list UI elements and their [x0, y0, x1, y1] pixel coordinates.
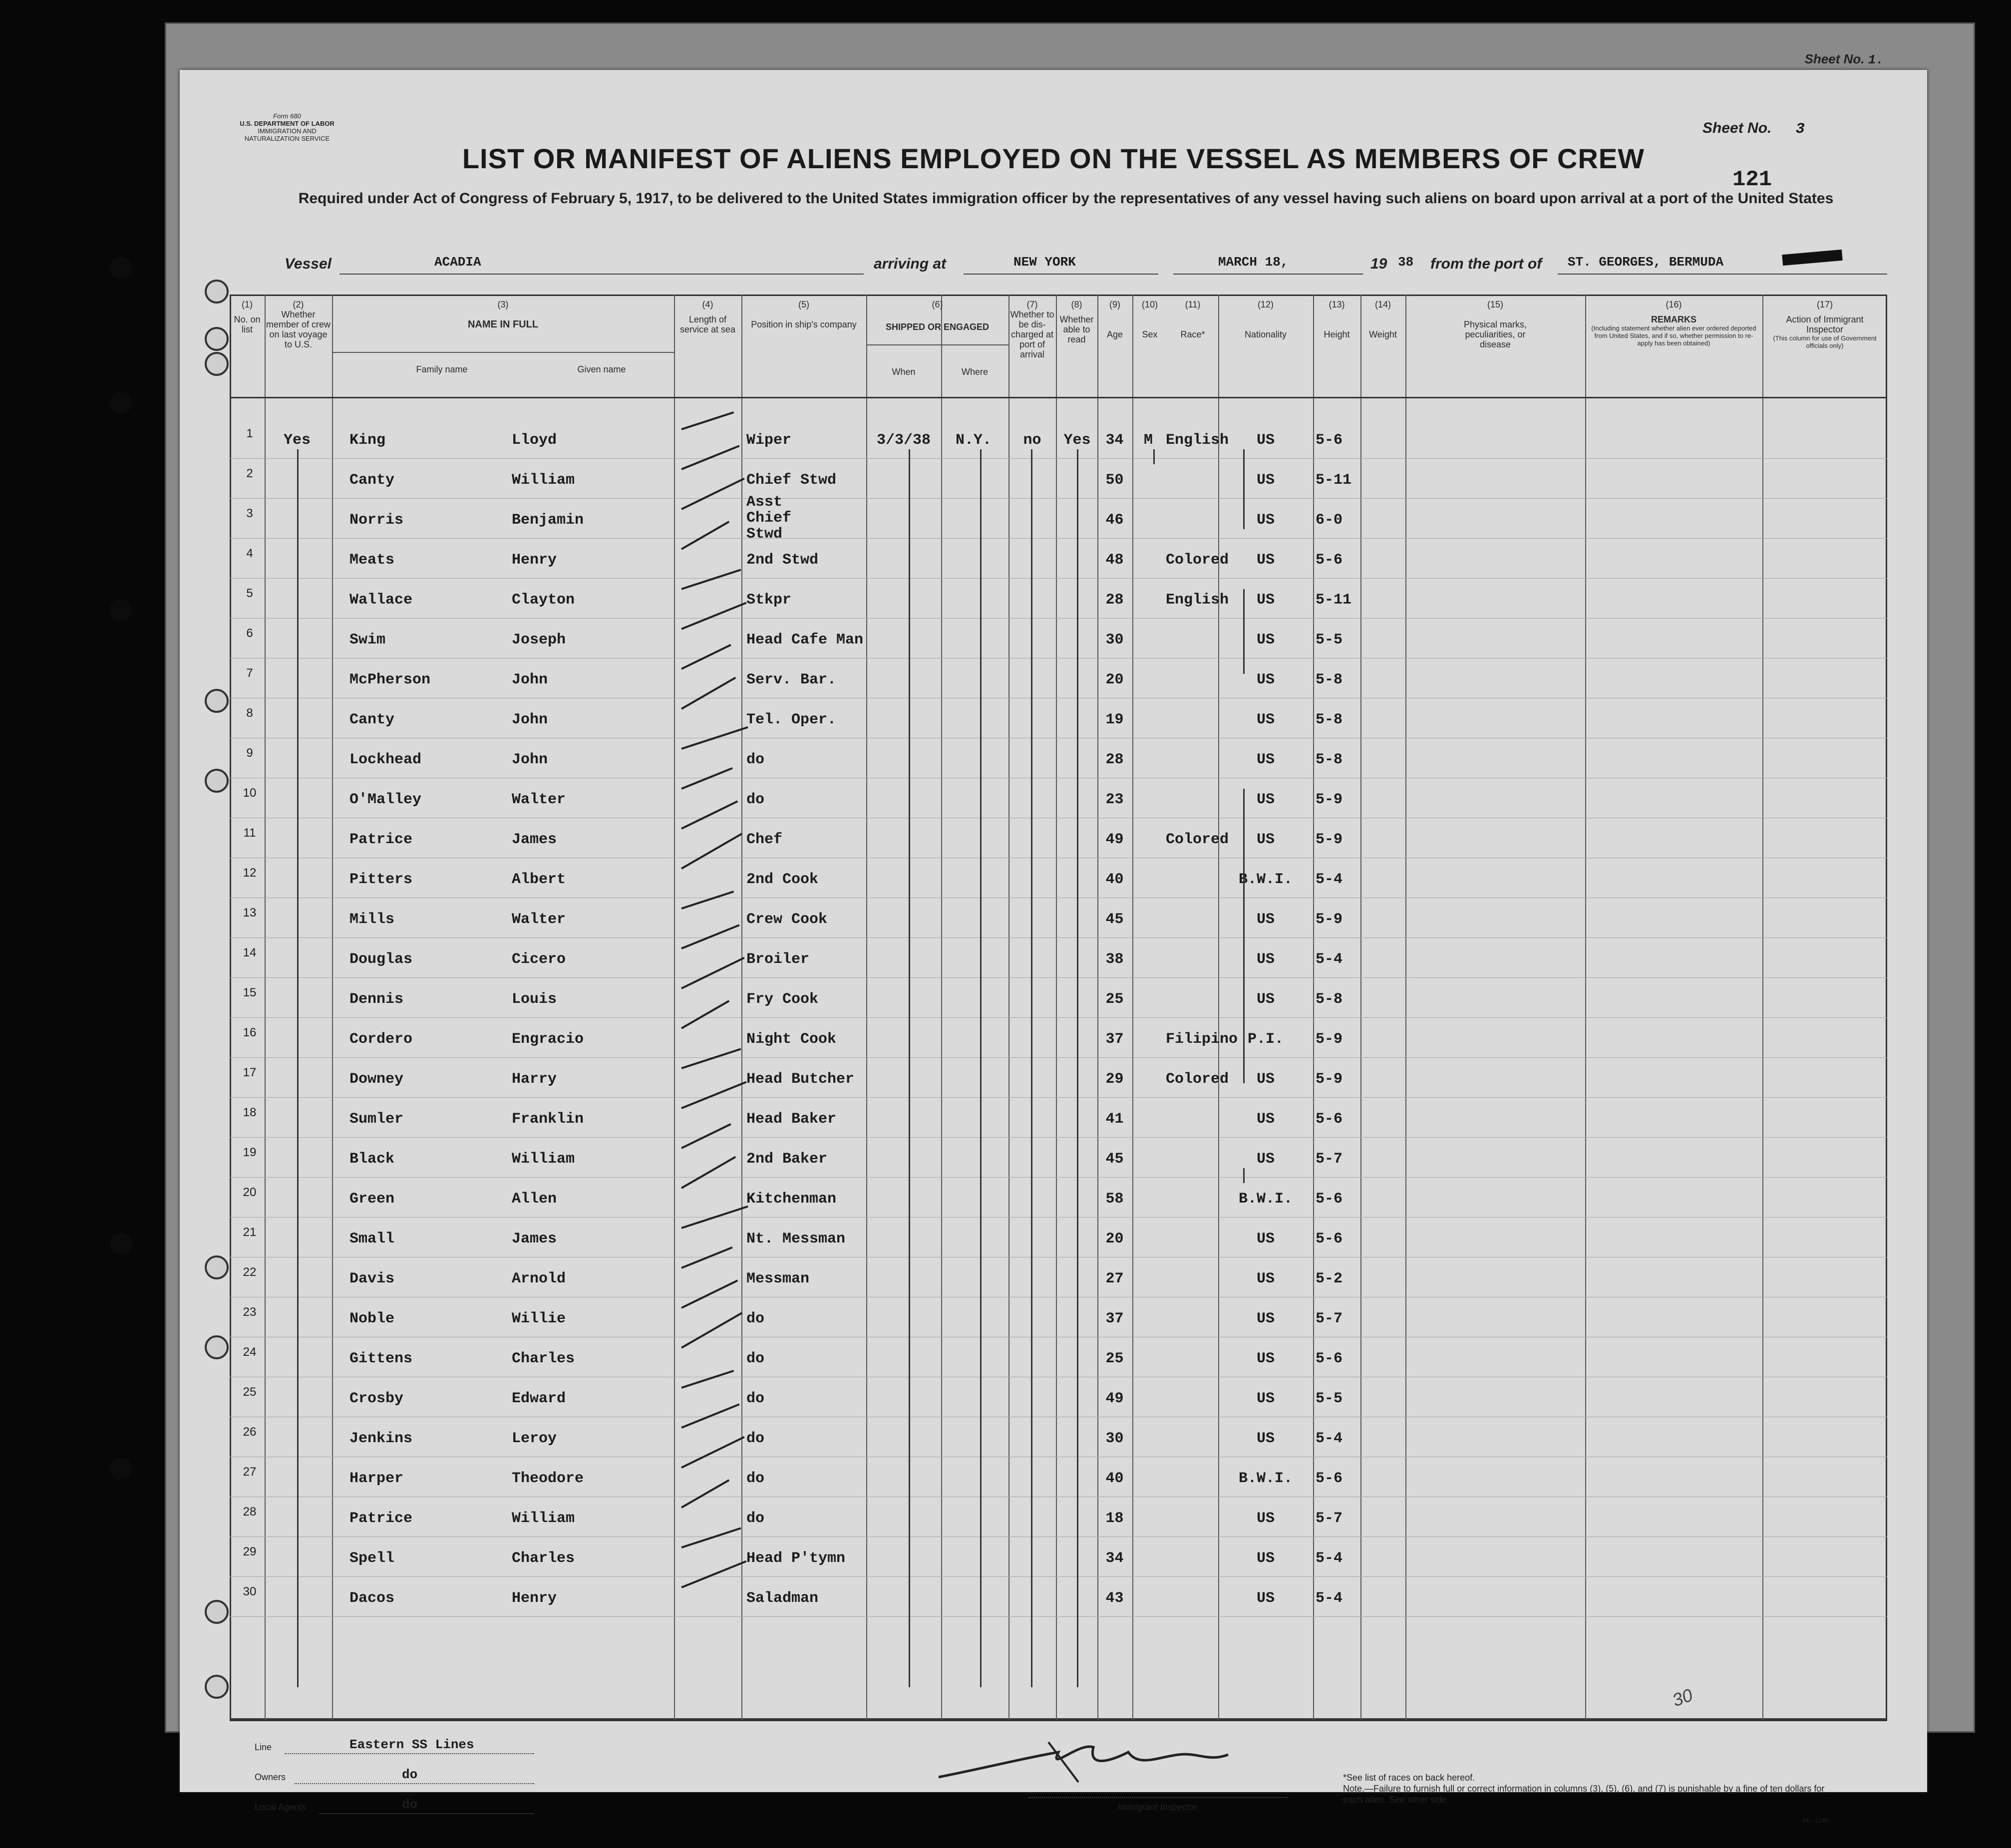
cell-row-number: 2: [246, 467, 253, 480]
cell-nationality: US: [1256, 1430, 1275, 1447]
cell-row-number: 16: [243, 1026, 257, 1039]
cell-family-name: Dacos: [349, 1590, 395, 1607]
cell-previous-voyage: Yes: [283, 432, 311, 449]
page-number: 121: [1732, 167, 1772, 192]
cell-family-name: Green: [349, 1191, 395, 1208]
cell-sex: M: [1143, 432, 1153, 449]
cell-family-name: Patrice: [349, 1510, 413, 1527]
cell-age: 34: [1105, 432, 1124, 449]
cell-position: do: [746, 751, 765, 768]
cell-family-name: O'Malley: [349, 791, 422, 808]
ditto-line: [1243, 789, 1245, 1083]
cell-age: 30: [1105, 631, 1124, 648]
cell-given-name: Henry: [512, 552, 557, 569]
form-code: 14—1240: [1802, 1817, 1829, 1824]
punch-hole: [110, 599, 132, 621]
cell-given-name: Benjamin: [512, 512, 584, 529]
cell-family-name: Lockhead: [349, 751, 422, 768]
cell-given-name: Lloyd: [512, 432, 557, 449]
cell-family-name: Noble: [349, 1310, 395, 1327]
cell-position: Crew Cook: [746, 911, 828, 928]
cell-able-to-read: Yes: [1063, 432, 1091, 449]
ditto-line: [1243, 449, 1245, 529]
cell-family-name: Meats: [349, 552, 395, 569]
cell-age: 50: [1105, 472, 1124, 489]
cell-position: 2nd Cook: [746, 871, 819, 888]
cell-position: Wiper: [746, 432, 792, 449]
cell-position: Asst Chief Stwd: [746, 494, 792, 543]
cell-row-number: 24: [243, 1345, 257, 1359]
cell-height: 5-5: [1316, 1390, 1343, 1407]
cell-family-name: Canty: [349, 472, 395, 489]
cell-height: 5-8: [1316, 751, 1343, 768]
cell-nationality: US: [1256, 512, 1275, 529]
header-age: (9) Age: [1106, 300, 1123, 339]
cell-family-name: Crosby: [349, 1390, 404, 1407]
cell-nationality: US: [1256, 552, 1275, 569]
cell-given-name: Franklin: [512, 1111, 584, 1128]
inspector-label: Immigrant Inspector.: [1117, 1802, 1199, 1812]
inspector-signature: [929, 1732, 1328, 1792]
punch-hole: [110, 392, 132, 414]
cell-nationality: US: [1256, 1270, 1275, 1287]
footer-notes: *See list of races on back hereof. Note.—Failure to furnish full or correct information in columns (3), (5), (6), and (7) is punishable by a fine of ten dollars for each alien. See other side.: [1343, 1773, 1825, 1805]
cell-nationality: US: [1256, 1071, 1275, 1088]
cell-family-name: Harper: [349, 1470, 404, 1487]
back-sheet-label: Sheet No. 1.: [1804, 51, 1884, 67]
cell-position: Night Cook: [746, 1031, 837, 1048]
arriving-label: arriving at: [874, 256, 947, 272]
departure-port: ST. GEORGES, BERMUDA: [1568, 255, 1724, 270]
cell-age: 48: [1105, 552, 1124, 569]
cell-position: do: [746, 1390, 765, 1407]
cell-height: 5-6: [1316, 1111, 1343, 1128]
cell-nationality: US: [1256, 1390, 1275, 1407]
vessel-name: ACADIA: [434, 255, 481, 270]
cell-family-name: Wallace: [349, 592, 413, 609]
cell-height: 5-6: [1316, 1231, 1343, 1247]
ditto-line: [980, 449, 982, 1687]
cell-nationality: US: [1256, 1550, 1275, 1567]
cell-family-name: Canty: [349, 711, 395, 728]
cell-height: 5-7: [1316, 1510, 1343, 1527]
cell-given-name: Albert: [512, 871, 566, 888]
cell-nationality: US: [1256, 1590, 1275, 1607]
cell-family-name: Mills: [349, 911, 395, 928]
cell-given-name: James: [512, 831, 557, 848]
cell-height: 6-0: [1316, 512, 1343, 529]
cell-given-name: William: [512, 1510, 575, 1527]
cell-given-name: Charles: [512, 1350, 575, 1367]
cell-position: do: [746, 1310, 765, 1327]
cell-row-number: 13: [243, 906, 257, 920]
cell-row-number: 9: [246, 746, 253, 760]
cell-family-name: Sumler: [349, 1111, 404, 1128]
cell-race: English: [1166, 592, 1229, 609]
cell-family-name: Spell: [349, 1550, 395, 1567]
arrival-port-value: NEW YORK: [1013, 255, 1076, 270]
cell-position: Head Cafe Man: [746, 631, 864, 648]
header-race: (11) Race*: [1180, 300, 1205, 339]
cell-discharge-status: no: [1023, 432, 1041, 449]
cell-age: 58: [1105, 1191, 1124, 1208]
cell-position: Nt. Messman: [746, 1231, 846, 1247]
cell-age: 23: [1105, 791, 1124, 808]
header-given-name: Given name: [577, 364, 626, 374]
year-prefix: 19: [1370, 256, 1387, 272]
punch-hole: [110, 1233, 132, 1255]
cell-row-number: 5: [246, 587, 253, 600]
sheet-number: Sheet No. 3: [1702, 120, 1805, 138]
ditto-line: [1153, 449, 1155, 464]
cell-family-name: McPherson: [349, 671, 431, 688]
cell-given-name: John: [512, 711, 548, 728]
cell-height: 5-7: [1316, 1151, 1343, 1168]
binder-ring: [205, 280, 229, 304]
cell-nationality: US: [1256, 631, 1275, 648]
cell-family-name: Gittens: [349, 1350, 413, 1367]
cell-row-number: 20: [243, 1186, 257, 1199]
cell-position: Serv. Bar.: [746, 671, 837, 688]
cell-age: 45: [1105, 1151, 1124, 1168]
cell-race: Colored: [1166, 552, 1229, 569]
cell-row-number: 6: [246, 626, 253, 640]
cell-row-number: 15: [243, 986, 257, 999]
cell-nationality: US: [1256, 1510, 1275, 1527]
header-when: When: [892, 367, 916, 377]
cell-position: do: [746, 1350, 765, 1367]
cell-given-name: Walter: [512, 791, 566, 808]
cell-row-number: 22: [243, 1265, 257, 1279]
cell-shipped-when: 3/3/38: [876, 432, 931, 449]
cell-shipped-where: N.Y.: [955, 432, 992, 449]
cell-nationality: P.I.: [1247, 1031, 1284, 1048]
cell-row-number: 11: [243, 826, 256, 840]
cell-height: 5-8: [1316, 711, 1343, 728]
cell-row-number: 21: [243, 1226, 257, 1239]
cell-height: 5-6: [1316, 1350, 1343, 1367]
cell-family-name: Jenkins: [349, 1430, 413, 1447]
cell-row-number: 8: [246, 706, 253, 720]
header-previous-voyage: (2) Whether member of crew on last voyage to U.S.: [266, 300, 331, 349]
cell-row-number: 12: [243, 866, 257, 880]
cell-family-name: Pitters: [349, 871, 413, 888]
cell-height: 5-8: [1316, 991, 1343, 1008]
cell-nationality: US: [1256, 911, 1275, 928]
line-label: Line: [255, 1742, 272, 1752]
cell-given-name: Leroy: [512, 1430, 557, 1447]
binder-ring: [205, 1675, 229, 1699]
header-discharge: (7) Whether to be dis-charged at port of arrival: [1010, 300, 1054, 359]
cell-given-name: Henry: [512, 1590, 557, 1607]
form-id-block: Form 680 U.S. DEPARTMENT OF LABOR IMMIGRATION AND NATURALIZATION SERVICE: [240, 112, 335, 142]
cell-given-name: Walter: [512, 911, 566, 928]
cell-age: 18: [1105, 1510, 1124, 1527]
cell-given-name: William: [512, 472, 575, 489]
margin-note: 30: [1670, 1684, 1695, 1711]
cell-family-name: Dennis: [349, 991, 404, 1008]
cell-position: Broiler: [746, 951, 810, 968]
cell-position: Chef: [746, 831, 783, 848]
manifest-page: [180, 70, 1927, 1824]
cell-race: Filipino: [1166, 1031, 1238, 1048]
header-action: (17) Action of Immigrant Inspector (This column for use of Government officials only): [1773, 300, 1877, 349]
cell-age: 20: [1105, 671, 1124, 688]
from-port-label: from the port of: [1430, 256, 1542, 272]
cell-height: 5-4: [1316, 871, 1343, 888]
cell-given-name: Charles: [512, 1550, 575, 1567]
vessel-label: Vessel: [285, 256, 332, 272]
cell-age: 30: [1105, 1430, 1124, 1447]
cell-position: do: [746, 1470, 765, 1487]
cell-given-name: Allen: [512, 1191, 557, 1208]
cell-position: Stkpr: [746, 592, 792, 609]
binder-ring: [205, 1600, 229, 1624]
cell-height: 5-8: [1316, 671, 1343, 688]
cell-family-name: Norris: [349, 512, 404, 529]
cell-family-name: Davis: [349, 1270, 395, 1287]
cell-family-name: Douglas: [349, 951, 413, 968]
cell-position: 2nd Baker: [746, 1151, 828, 1168]
cell-position: Messman: [746, 1270, 810, 1287]
cell-position: do: [746, 1510, 765, 1527]
ditto-line: [909, 449, 910, 1687]
cell-nationality: US: [1256, 951, 1275, 968]
line-value: Eastern SS Lines: [349, 1737, 474, 1752]
cell-row-number: 29: [243, 1545, 257, 1558]
cell-age: 46: [1105, 512, 1124, 529]
cell-height: 5-4: [1316, 1430, 1343, 1447]
header-physical-marks: (15) Physical marks, peculiarities, or disease: [1463, 300, 1527, 349]
cell-height: 5-11: [1316, 592, 1352, 609]
cell-given-name: Engracio: [512, 1031, 584, 1048]
cell-family-name: King: [349, 432, 386, 449]
binder-ring: [205, 352, 229, 376]
cell-nationality: B.W.I.: [1238, 1191, 1293, 1208]
cell-height: 5-9: [1316, 911, 1343, 928]
cell-age: 20: [1105, 1231, 1124, 1247]
cell-given-name: James: [512, 1231, 557, 1247]
cell-row-number: 28: [243, 1505, 257, 1519]
cell-height: 5-11: [1316, 472, 1352, 489]
cell-family-name: Cordero: [349, 1031, 413, 1048]
cell-height: 5-6: [1316, 1191, 1343, 1208]
cell-nationality: US: [1256, 831, 1275, 848]
arrival-date: MARCH 18,: [1218, 255, 1289, 270]
cell-height: 5-6: [1316, 432, 1343, 449]
agents-label: Local Agents: [255, 1802, 307, 1812]
cell-nationality: US: [1256, 1231, 1275, 1247]
cell-position: Chief Stwd: [746, 472, 837, 489]
cell-family-name: Small: [349, 1231, 395, 1247]
cell-family-name: Swim: [349, 631, 386, 648]
cell-height: 5-5: [1316, 631, 1343, 648]
cell-nationality: US: [1256, 671, 1275, 688]
cell-height: 5-4: [1316, 1590, 1343, 1607]
cell-height: 5-9: [1316, 791, 1343, 808]
cell-given-name: John: [512, 671, 548, 688]
form-subtitle: Required under Act of Congress of February 5, 1917, to be delivered to the United States immigration officer by the representatives of any vessel having such aliens on board upon arrival at a port of the United States: [298, 190, 1834, 207]
cell-position: Head Butcher: [746, 1071, 855, 1088]
cell-age: 43: [1105, 1590, 1124, 1607]
binder-ring: [205, 327, 229, 351]
cell-given-name: Louis: [512, 991, 557, 1008]
header-remarks: (16) REMARKS (Including statement whether alien ever ordered deported from United States, and if so, whether permission to re-apply has been obtained): [1591, 300, 1756, 347]
cell-height: 5-4: [1316, 1550, 1343, 1567]
cell-nationality: US: [1256, 751, 1275, 768]
header-family-name: Family name: [416, 364, 468, 374]
cell-nationality: US: [1256, 1151, 1275, 1168]
scribble-mark: [1782, 250, 1842, 266]
cell-age: 29: [1105, 1071, 1124, 1088]
header-shipped: (6) SHIPPED OR ENGAGED: [885, 300, 990, 332]
cell-position: do: [746, 791, 765, 808]
cell-position: Tel. Oper.: [746, 711, 837, 728]
header-height: (13) Height: [1324, 300, 1350, 339]
cell-row-number: 3: [246, 507, 253, 520]
cell-given-name: Arnold: [512, 1270, 566, 1287]
cell-age: 38: [1105, 951, 1124, 968]
cell-age: 19: [1105, 711, 1124, 728]
cell-nationality: US: [1256, 991, 1275, 1008]
cell-height: 5-2: [1316, 1270, 1343, 1287]
cell-position: Fry Cook: [746, 991, 819, 1008]
cell-position: Head P'tymn: [746, 1550, 846, 1567]
cell-row-number: 10: [243, 786, 257, 800]
cell-position: Head Baker: [746, 1111, 837, 1128]
cell-position: 2nd Stwd: [746, 552, 819, 569]
binder-ring: [205, 1335, 229, 1359]
cell-age: 28: [1105, 751, 1124, 768]
cell-race: Colored: [1166, 831, 1229, 848]
cell-race: Colored: [1166, 1071, 1229, 1088]
cell-nationality: US: [1256, 592, 1275, 609]
cell-age: 25: [1105, 1350, 1124, 1367]
header-name: (3) NAME IN FULL: [467, 300, 539, 330]
form-title: LIST OR MANIFEST OF ALIENS EMPLOYED ON THE VESSEL AS MEMBERS OF CREW: [462, 143, 1645, 174]
cell-nationality: US: [1256, 432, 1275, 449]
cell-row-number: 17: [243, 1066, 257, 1079]
cell-row-number: 19: [243, 1146, 257, 1159]
cell-age: 40: [1105, 1470, 1124, 1487]
cell-given-name: Clayton: [512, 592, 575, 609]
header-no: (1) No. on list: [234, 300, 261, 334]
binder-ring: [205, 1255, 229, 1279]
cell-height: 5-9: [1316, 1031, 1343, 1048]
ditto-line: [1031, 449, 1032, 1687]
cell-height: 5-6: [1316, 552, 1343, 569]
header-where: Where: [961, 367, 988, 377]
punch-hole: [110, 1458, 132, 1480]
ditto-line: [297, 449, 299, 1687]
owners-value: do: [402, 1767, 418, 1782]
owners-label: Owners: [255, 1772, 286, 1782]
ditto-line: [1077, 449, 1078, 1687]
binder-ring: [205, 689, 229, 713]
cell-age: 25: [1105, 991, 1124, 1008]
cell-nationality: US: [1256, 711, 1275, 728]
cell-given-name: Cicero: [512, 951, 566, 968]
ditto-line: [1243, 1168, 1245, 1183]
cell-age: 49: [1105, 831, 1124, 848]
cell-given-name: Harry: [512, 1071, 557, 1088]
cell-row-number: 18: [243, 1106, 257, 1119]
cell-age: 37: [1105, 1031, 1124, 1048]
cell-row-number: 14: [243, 946, 257, 959]
cell-nationality: B.W.I.: [1238, 871, 1293, 888]
cell-position: Saladman: [746, 1590, 819, 1607]
cell-given-name: William: [512, 1151, 575, 1168]
cell-nationality: US: [1256, 1310, 1275, 1327]
cell-row-number: 23: [243, 1305, 257, 1319]
cell-age: 37: [1105, 1310, 1124, 1327]
cell-age: 27: [1105, 1270, 1124, 1287]
cell-family-name: Patrice: [349, 831, 413, 848]
agents-value: do: [402, 1797, 418, 1812]
cell-row-number: 30: [243, 1585, 257, 1598]
header-nationality: (12) Nationality: [1244, 300, 1287, 339]
cell-nationality: US: [1256, 791, 1275, 808]
cell-height: 5-9: [1316, 831, 1343, 848]
cell-nationality: US: [1256, 472, 1275, 489]
cell-given-name: Willie: [512, 1310, 566, 1327]
cell-family-name: Downey: [349, 1071, 404, 1088]
cell-given-name: John: [512, 751, 548, 768]
cell-age: 34: [1105, 1550, 1124, 1567]
cell-row-number: 27: [243, 1465, 257, 1479]
cell-age: 28: [1105, 592, 1124, 609]
cell-row-number: 1: [246, 427, 253, 440]
cell-row-number: 26: [243, 1425, 257, 1439]
cell-height: 5-7: [1316, 1310, 1343, 1327]
header-position: (5) Position in ship's company: [751, 300, 857, 329]
ditto-line: [1243, 589, 1245, 674]
cell-given-name: Theodore: [512, 1470, 584, 1487]
cell-row-number: 7: [246, 666, 253, 680]
punch-hole: [110, 257, 132, 279]
binder-ring: [205, 769, 229, 793]
cell-nationality: US: [1256, 1350, 1275, 1367]
cell-race: English: [1166, 432, 1229, 449]
cell-age: 40: [1105, 871, 1124, 888]
cell-height: 5-9: [1316, 1071, 1343, 1088]
cell-height: 5-6: [1316, 1470, 1343, 1487]
cell-position: Kitchenman: [746, 1191, 837, 1208]
arrival-year: 38: [1398, 255, 1414, 270]
cell-age: 41: [1105, 1111, 1124, 1128]
cell-family-name: Black: [349, 1151, 395, 1168]
cell-height: 5-4: [1316, 951, 1343, 968]
cell-nationality: US: [1256, 1111, 1275, 1128]
cell-nationality: B.W.I.: [1238, 1470, 1293, 1487]
cell-position: do: [746, 1430, 765, 1447]
header-length-service: (4) Length of service at sea: [679, 300, 736, 334]
header-weight: (14) Weight: [1369, 300, 1397, 339]
header-sex: (10) Sex: [1141, 300, 1158, 339]
header-read: (8) Whether able to read: [1059, 300, 1094, 344]
cell-given-name: Edward: [512, 1390, 566, 1407]
cell-given-name: Joseph: [512, 631, 566, 648]
cell-row-number: 4: [246, 547, 253, 560]
cell-age: 45: [1105, 911, 1124, 928]
cell-row-number: 25: [243, 1385, 257, 1399]
cell-age: 49: [1105, 1390, 1124, 1407]
